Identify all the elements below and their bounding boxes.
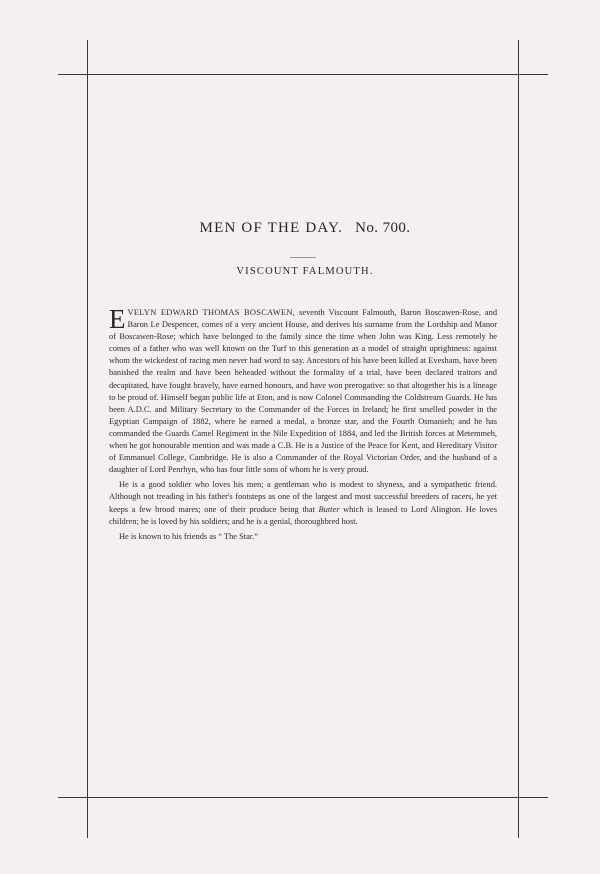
issue-number: No. 700. (355, 220, 411, 236)
frame-left-rule (87, 40, 88, 838)
horse-name: Butter (318, 504, 340, 514)
series-title: MEN OF THE DAY. (199, 220, 344, 236)
title-divider (290, 257, 316, 258)
frame-bottom-rule (58, 797, 548, 798)
drop-cap: E (109, 304, 126, 334)
frame-top-rule (58, 74, 548, 75)
article-subtitle: VISCOUNT FALMOUTH. (236, 266, 374, 277)
article-body (109, 304, 498, 546)
article-paragraph-1 (109, 304, 498, 476)
paragraph-2-text-b: which is leased to Lord Alington. He loves children; he is loved by his soldiers; and he is a genial, thoroughbred host. (109, 504, 497, 526)
page-title (95, 220, 515, 237)
article-paragraph-2 (109, 479, 497, 527)
frame-right-rule (518, 40, 519, 838)
lead-in-name: VELYN EDWARD THOMAS BOSCAWEN, (127, 308, 296, 317)
paragraph-2-text-a: He is a good soldier who loves his men; a gentleman who is modest to shyness, and a sympathetic friend. Although not treading in his father's footsteps as one of the largest and most successful breeders of racers, he yet keeps a few brood mares; one of their produce being that (109, 480, 497, 514)
article-paragraph-3: He is known to his friends as “ The Star.” (119, 531, 258, 541)
paragraph-1-text: seventh Viscount Falmouth, Baron Boscawen-Rose, and Baron Le Despencer, comes of a very ancient House, and derives his surname from the Lordship and Manor of Boscawen-Rose; which have belonged to the family since the time when John was King. Less remotely he comes of a father who was well known on the Turf to this generation as a model of straight uprightness: against whom the wickedest of racing men never had word to say. Ancestors of his have been killed at Evesham, have been banished the realm and have been beheaded without the formality of a trial, have been declared traitors and decapitated, have fought bravely, have earned honours, and have won prerogative: so that altogether his is a lineage to be proud of. Himself began public life at Eton, and is now Colonel Commanding the Coldstream Guards. He has been A.D.C. and Military Secretary to the Commander of the Forces in Ireland; he first smelled powder in the Egyptian Campaign of 1882, where he earned a medal, a bronze star, and the Fourth Osmanieh; and he has commanded the Guards Camel Regiment in the Nile Expedition of 1884, and led the British forces at Metemmeh, when he got honourable mention and was made a C.B. He is a Justice of the Peace for Kent, and Hereditary Visitor of Emmanuel College, Cambridge. He is also a Commander of the Royal Victorian Order, and the husband of a daughter of Lord Penrhyn, who has four little sons of whom he is very proud. (109, 308, 498, 475)
